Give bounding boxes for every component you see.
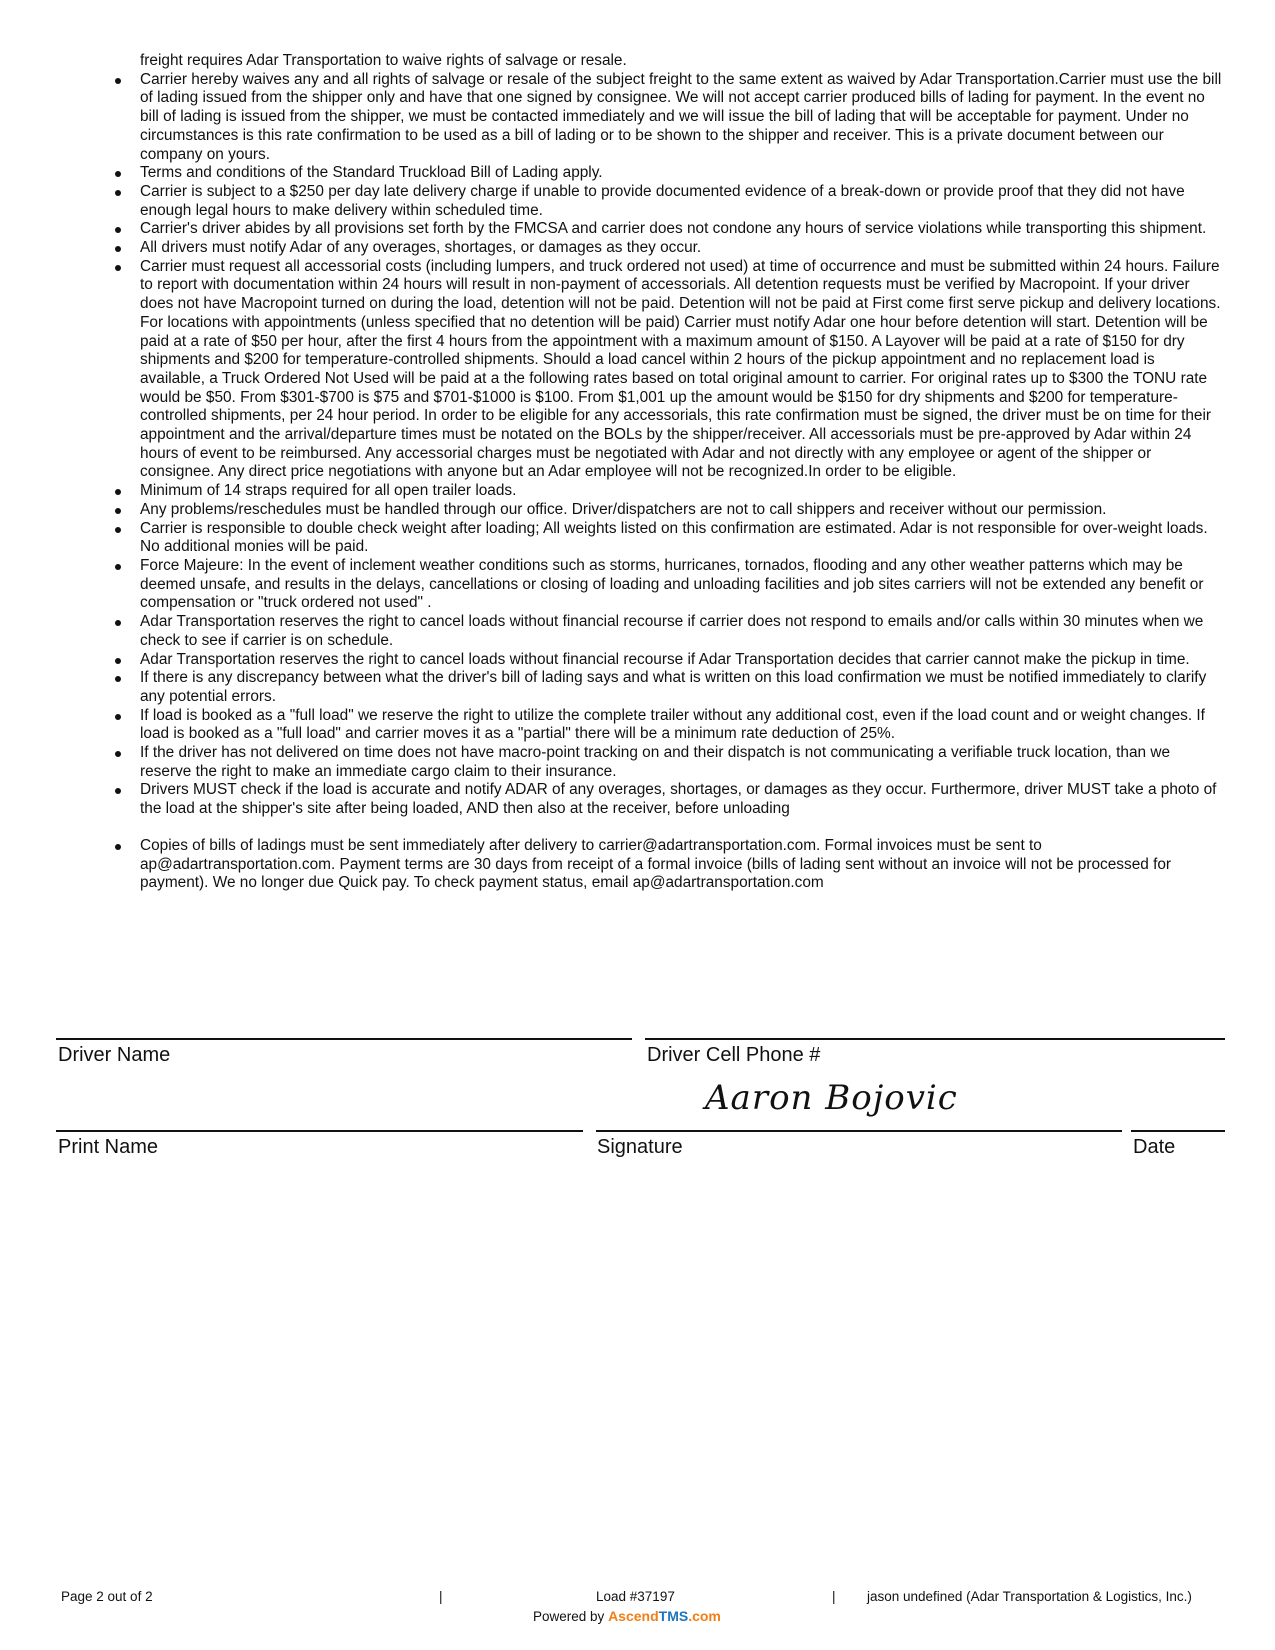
term-item: Any problems/reschedules must be handled through our office. Driver/dispatchers are not to call shippers and receiver without our permission. <box>112 501 1222 520</box>
print-name-label: Print Name <box>58 1136 159 1158</box>
footer-powered-by <box>533 1608 721 1625</box>
handwritten-signature: Aaron Bojovic <box>705 1078 958 1118</box>
driver-phone-label: Driver Cell Phone # <box>647 1044 821 1066</box>
footer-load-number: Load #37197 <box>596 1589 675 1604</box>
term-item: Terms and conditions of the Standard Truckload Bill of Lading apply. <box>112 164 1222 183</box>
terms-list <box>112 71 1222 893</box>
brand-part-ascend: Ascend <box>608 1608 659 1624</box>
terms-lead-text: freight requires Adar Transportation to waive rights of salvage or resale. <box>140 52 627 69</box>
ascendtms-logo[interactable] <box>608 1608 721 1624</box>
footer-page-number: Page 2 out of 2 <box>61 1589 153 1604</box>
term-item: All drivers must notify Adar of any overages, shortages, or damages as they occur. <box>112 239 1222 258</box>
term-item: Drivers MUST check if the load is accurate and notify ADAR of any overages, shortages, or damages as they occur. Furthermore, driver MUST take a photo of the load at the shipper's site after being loaded, AND then also at the receiver, before unloading <box>112 781 1222 818</box>
powered-by-text: Powered by <box>533 1609 605 1624</box>
term-item: If there is any discrepancy between what the driver's bill of lading says and what is written on this load confirmation we must be notified immediately to clarify any potential errors. <box>112 669 1222 706</box>
term-item: If the driver has not delivered on time does not have macro-point tracking on and their dispatch is not communicating a verifiable truck location, than we reserve the right to make an immediate cargo claim to their insurance. <box>112 744 1222 781</box>
driver-name-line[interactable] <box>56 1038 632 1040</box>
footer-separator: | <box>832 1589 836 1604</box>
terms-section <box>112 52 1222 893</box>
print-name-line[interactable] <box>56 1130 583 1132</box>
driver-name-label: Driver Name <box>58 1044 171 1066</box>
date-label: Date <box>1133 1136 1176 1158</box>
term-item: If load is booked as a "full load" we reserve the right to utilize the complete trailer without any additional cost, even if the load count and or weight changes. If load is booked as a "full load" and carrier moves it as a "partial" there will be a minimum rate deduction of 25%. <box>112 707 1222 744</box>
signature-label: Signature <box>597 1136 683 1158</box>
date-line[interactable] <box>1131 1130 1225 1132</box>
brand-part-tms: TMS <box>658 1608 689 1624</box>
term-item: Carrier is subject to a $250 per day late delivery charge if unable to provide documented evidence of a break-down or provide proof that they did not have enough legal hours to make delivery within scheduled time. <box>112 183 1222 220</box>
term-item: Minimum of 14 straps required for all open trailer loads. <box>112 482 1222 501</box>
term-item: Force Majeure: In the event of inclement weather conditions such as storms, hurricanes, tornados, flooding and any other weather patterns which may be deemed unsafe, and results in the delays, cancellations or closing of loading and unloading facilities and job sites carriers will not be extended any benefit or compensation or "truck ordered not used" . <box>112 557 1222 613</box>
term-item: Carrier's driver abides by all provisions set forth by the FMCSA and carrier does not condone any hours of service violations while transporting this shipment. <box>112 220 1222 239</box>
brand-part-com: .com <box>688 1608 721 1624</box>
footer-user: jason undefined (Adar Transportation & Logistics, Inc.) <box>867 1589 1192 1604</box>
term-item: Carrier is responsible to double check weight after loading; All weights listed on this confirmation are estimated. Adar is not responsible for over-weight loads. No additional monies will be paid. <box>112 520 1222 557</box>
term-item: Adar Transportation reserves the right to cancel loads without financial recourse if carrier does not respond to emails and/or calls within 30 minutes when we check to see if carrier is on schedule. <box>112 613 1222 650</box>
footer-separator: | <box>439 1589 443 1604</box>
term-item: Adar Transportation reserves the right to cancel loads without financial recourse if Adar Transportation decides that carrier cannot make the pickup in time. <box>112 651 1222 670</box>
term-item: Carrier must request all accessorial costs (including lumpers, and truck ordered not used) at time of occurrence and must be submitted within 24 hours. Failure to report with documentation within 24 hours will result in non-payment of accessorials. All detention requests must be verified by Macropoint. If your driver does not have Macropoint turned on during the load, detention will not be paid. Detention will not be paid at First come first serve pickup and delivery locations. For locations with appointments (unless specified that no detention will be paid) Carrier must notify Adar one hour before detention will start. Detention will be paid at a rate of $50 per hour, after the first 4 hours from the appointment with a maximum amount of $150. A Layover will be paid at a rate of $150 for dry shipments and $200 for temperature-controlled shipments. Should a load cancel within 2 hours of the pickup appointment and no replacement load is available, a Truck Ordered Not Used will be paid at a the following rates based on total original amount to carrier. For original rates up to $300 the TONU rate would be $50. From $301-$700 is $75 and $701-$1000 is $100. From $1,001 up the amount would be $150 for dry shipments and $200 for temperature-controlled shipments, per 24 hour period. In order to be eligible for any accessorials, this rate confirmation must be signed, the driver must be on time for their appointment and the arrival/departure times must be notated on the BOLs by the shipper/receiver. All accessorials must be pre-approved by Adar within 24 hours of event to be reimbursed. Any accessorial charges must be negotiated with Adar and not directly with any employee or agent of the shipper or consignee. Any direct price negotiations with anyone but an Adar employee will not be recognized.In order to be eligible. <box>112 258 1222 482</box>
term-item: Carrier hereby waives any and all rights of salvage or resale of the subject freight to the same extent as waived by Adar Transportation.Carrier must use the bill of lading issued from the shipper only and have that one signed by consignee. We will not accept carrier produced bills of lading for payment. In the event no bill of lading is issued from the shipper, we must be contacted immediately and we will issue the bill of lading that will be acceptable for payment. Under no circumstances is this rate confirmation to be used as a bill of lading or to be shown to the shipper and receiver. This is a private document between our company on yours. <box>112 71 1222 165</box>
driver-phone-line[interactable] <box>645 1038 1225 1040</box>
signature-line[interactable] <box>596 1130 1122 1132</box>
term-item-payment: Copies of bills of ladings must be sent immediately after delivery to carrier@adartransportation.com. Formal invoices must be sent to ap@adartransportation.com. Payment terms are 30 days from receipt of a formal invoice (bills of lading sent without an invoice will not be processed for payment). We no longer due Quick pay. To check payment status, email ap@adartransportation.com <box>112 837 1222 893</box>
